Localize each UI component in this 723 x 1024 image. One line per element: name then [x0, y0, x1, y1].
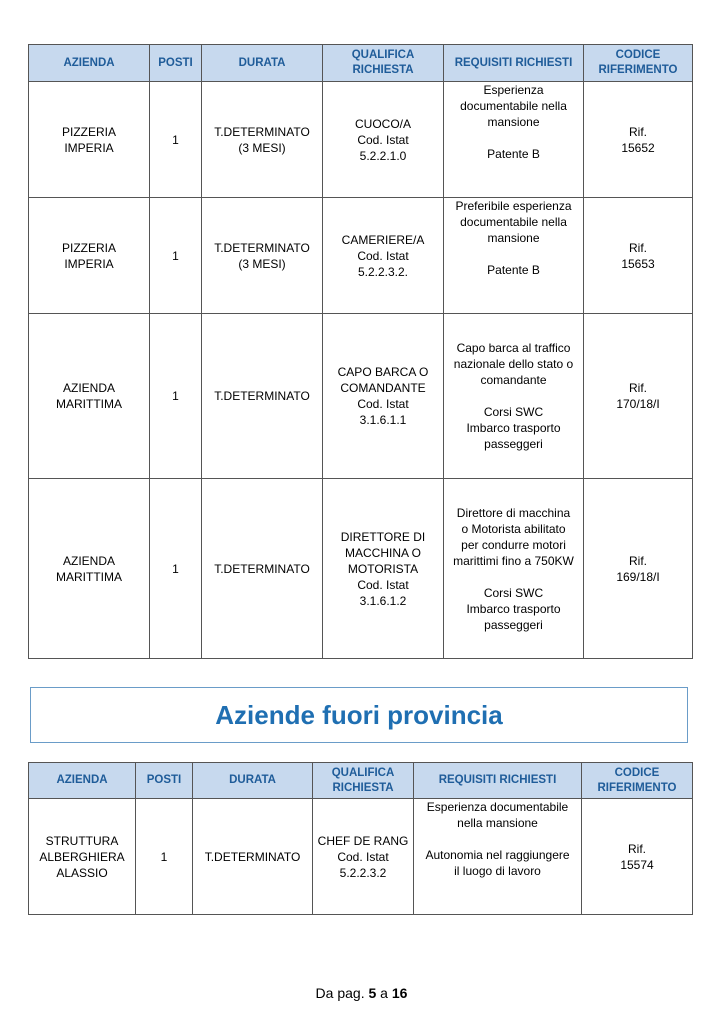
cell-durata: T.DETERMINATO — [202, 479, 323, 659]
cell-durata: T.DETERMINATO — [193, 799, 313, 915]
cell-codice: Rif. 169/18/I — [584, 479, 693, 659]
footer-separator: a — [380, 985, 388, 1001]
job-table-fuori-provincia — [28, 762, 693, 915]
cell-posti: 1 — [150, 198, 202, 314]
table-row — [29, 799, 693, 915]
header-codice: CODICE RIFERIMENTO — [584, 45, 693, 82]
header-azienda: AZIENDA — [29, 45, 150, 82]
footer-page-number: 5 — [368, 985, 377, 1001]
header-codice: CODICE RIFERIMENTO — [582, 763, 693, 799]
cell-durata: T.DETERMINATO (3 MESI) — [202, 82, 323, 198]
header-azienda: AZIENDA — [29, 763, 136, 799]
cell-azienda: PIZZERIA IMPERIA — [29, 82, 150, 198]
header-requisiti: REQUISITI RICHIESTI — [444, 45, 584, 82]
table-row — [29, 479, 693, 659]
header-posti: POSTI — [136, 763, 193, 799]
cell-qualifica: CHEF DE RANG Cod. Istat 5.2.2.3.2 — [313, 799, 414, 915]
footer-total-pages: 16 — [391, 985, 408, 1001]
header-qualifica: QUALIFICA RICHIESTA — [313, 763, 414, 799]
table-row — [29, 82, 693, 198]
cell-qualifica: DIRETTORE DI MACCHINA O MOTORISTA Cod. Istat 3.1.6.1.2 — [323, 479, 444, 659]
header-requisiti: REQUISITI RICHIESTI — [414, 763, 582, 799]
header-qualifica: QUALIFICA RICHIESTA — [323, 45, 444, 82]
cell-durata: T.DETERMINATO — [202, 314, 323, 479]
cell-durata: T.DETERMINATO (3 MESI) — [202, 198, 323, 314]
cell-requisiti: Direttore di macchina o Motorista abilitato per condurre motori marittimi fino a 750KW Corsi SWC Imbarco trasporto passeggeri — [444, 479, 584, 659]
cell-azienda: AZIENDA MARITTIMA — [29, 314, 150, 479]
cell-qualifica: CUOCO/A Cod. Istat 5.2.2.1.0 — [323, 82, 444, 198]
cell-codice: Rif. 170/18/I — [584, 314, 693, 479]
cell-posti: 1 — [150, 479, 202, 659]
cell-codice: Rif. 15653 — [584, 198, 693, 314]
header-durata: DURATA — [202, 45, 323, 82]
job-table-imperia — [28, 44, 693, 659]
section-header-box — [30, 687, 688, 743]
cell-qualifica: CAPO BARCA O COMANDANTE Cod. Istat 3.1.6.1.1 — [323, 314, 444, 479]
cell-posti: 1 — [136, 799, 193, 915]
header-durata: DURATA — [193, 763, 313, 799]
table-row — [29, 198, 693, 314]
cell-requisiti: Esperienza documentabile nella mansione Autonomia nel raggiungere il luogo di lavoro — [414, 799, 582, 915]
cell-codice: Rif. 15652 — [584, 82, 693, 198]
section-title: Aziende fuori provincia — [215, 699, 503, 730]
cell-azienda: PIZZERIA IMPERIA — [29, 198, 150, 314]
cell-azienda: STRUTTURA ALBERGHIERA ALASSIO — [29, 799, 136, 915]
cell-requisiti: Preferibile esperienza documentabile nella mansione Patente B — [444, 198, 584, 314]
table-header-row — [29, 763, 693, 799]
cell-requisiti: Esperienza documentabile nella mansione Patente B — [444, 82, 584, 198]
table-header-row — [29, 45, 693, 82]
cell-qualifica: CAMERIERE/A Cod. Istat 5.2.2.3.2. — [323, 198, 444, 314]
cell-azienda: AZIENDA MARITTIMA — [29, 479, 150, 659]
table-row — [29, 314, 693, 479]
cell-requisiti: Capo barca al traffico nazionale dello stato o comandante Corsi SWC Imbarco trasporto passeggeri — [444, 314, 584, 479]
cell-posti: 1 — [150, 314, 202, 479]
header-posti: POSTI — [150, 45, 202, 82]
cell-posti: 1 — [150, 82, 202, 198]
cell-codice: Rif. 15574 — [582, 799, 693, 915]
footer-prefix: Da pag. — [315, 985, 365, 1001]
page-footer — [0, 985, 723, 1001]
